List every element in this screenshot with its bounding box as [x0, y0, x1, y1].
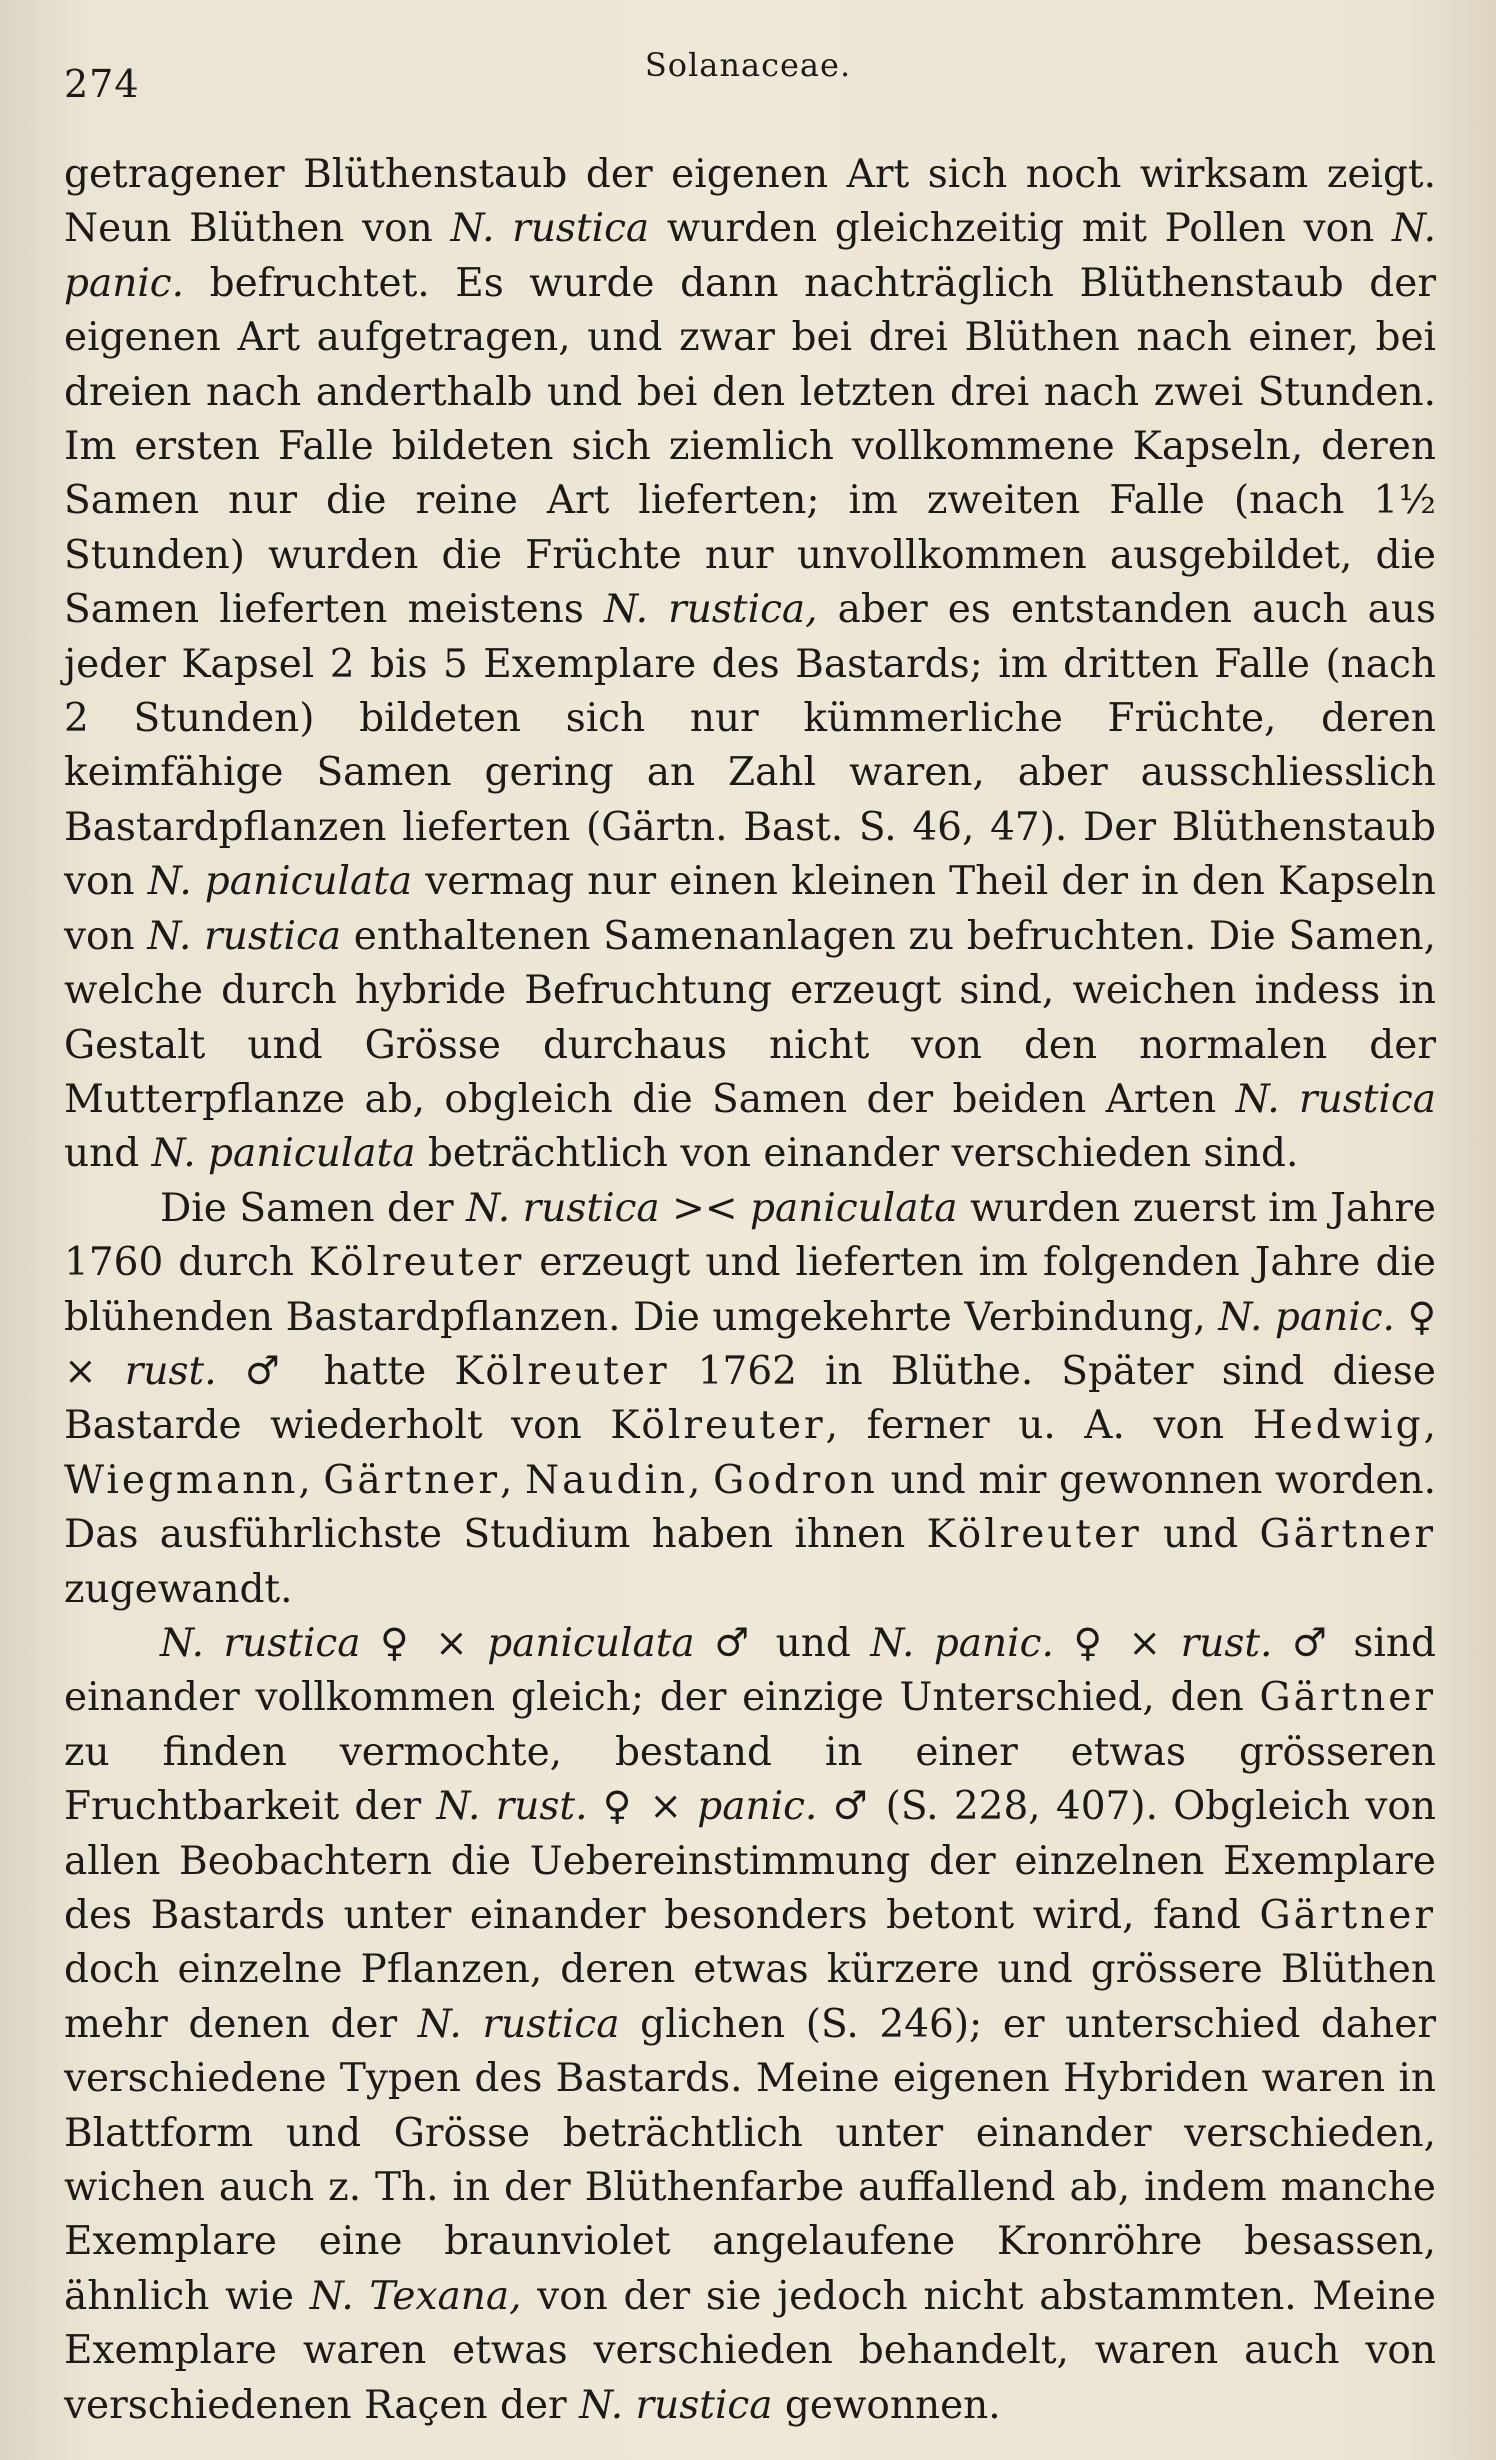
italic-text: paniculata [750, 1185, 958, 1231]
spaced-name: Wiegmann [64, 1457, 299, 1503]
italic-text: N. paniculata [147, 859, 413, 905]
text-run: und mir gewonnen worden. Das ausführlichste Studium haben ihnen [64, 1457, 1437, 1558]
text-run: , [688, 1457, 714, 1503]
text-run: enthaltenen Samenanlagen zu befruchten. Die Samen, welche durch hybride Befruchtung erzeugt sind, weichen indess in Gestalt und Grösse durchaus nicht von den normalen der Mutterpflanze ab, obgleich die Samen der beiden Arten [64, 913, 1436, 1122]
running-head: Solanaceae. [644, 46, 852, 84]
text-run: und [1141, 1512, 1260, 1558]
text-run: Die Samen der [160, 1185, 467, 1231]
text-run: , [499, 1457, 525, 1503]
spaced-name: Godron [713, 1457, 878, 1503]
text-run: erzeugt und lieferten im folgenden Jahre die blühenden Bastardpflanzen. Die umgekehrte Verbindung, [64, 1240, 1436, 1340]
italic-text: N. rustica [147, 913, 342, 959]
italic-text: N. rustica [450, 206, 650, 252]
spaced-name: Gärtner [1259, 1675, 1436, 1721]
text-run: und [64, 1131, 152, 1177]
spaced-name: Gärtner [323, 1457, 500, 1503]
text-run: beträchtlich von einander verschieden sind. [415, 1131, 1299, 1177]
text-run: ♂ (S. 228, 407). Obgleich von allen Beobachtern die Uebereinstimmung der einzelnen Exemplare des Bastards unter einander besonders betont wird, fand [64, 1784, 1436, 1938]
text-run: 1762 in Blüthe. Später sind diese Bastarde wiederholt von [64, 1348, 1436, 1449]
text-run: , [298, 1457, 324, 1503]
text-run: ♀ × [1053, 1620, 1181, 1666]
spaced-name: Hedwig [1252, 1403, 1424, 1449]
italic-text: N. rustica [160, 1620, 361, 1666]
italic-text: paniculata [487, 1620, 695, 1666]
page-number: 274 [64, 62, 140, 106]
italic-text: N. rustica [1235, 1076, 1436, 1122]
spaced-name: Kölreuter [308, 1240, 525, 1286]
spaced-name: Kölreuter [610, 1403, 826, 1449]
text-run: ♀ × [64, 1294, 1436, 1394]
italic-text: N. panic. [870, 1620, 1054, 1666]
text-run: getragener Blüthenstaub der eigenen Art sich noch wirksam zeigt. Neun Blüthen von [64, 152, 1436, 252]
italic-text: N. paniculata [151, 1131, 416, 1177]
italic-text: N. panic. [1218, 1294, 1395, 1340]
text-run: , ferner u. A. von [825, 1403, 1253, 1449]
text-run: gewonnen. [772, 2382, 1001, 2428]
italic-text: rust. [1180, 1620, 1273, 1666]
italic-text: N. rustica, [604, 587, 818, 633]
text-run: ♀ × [587, 1784, 698, 1830]
text-run: , [1423, 1403, 1436, 1449]
italic-text: N. rustica [417, 2001, 620, 2047]
text-run: ♂ und [694, 1620, 871, 1666]
text-run: ♂ sind einander vollkommen gleich; der einzige Unterschied, den [64, 1620, 1436, 1721]
text-run: ♂ hatte [216, 1348, 455, 1394]
text-run: doch einzelne Pflanzen, deren etwas kürzere und grössere Blüthen mehr denen der [64, 1947, 1436, 2047]
italic-text: panic. [697, 1784, 818, 1830]
text-run: befruchtet. Es wurde dann nachträglich Blüthenstaub der eigenen Art aufgetragen, und zwar bei drei Blüthen nach einer, bei dreien nach anderthalb und bei den letzten drei nach zwei Stunden. Im ersten Falle bildeten sich ziemlich vollkommene Kapseln, deren Samen nur die reine Art lieferten; im zweiten Falle (nach 1½ Stunden) wurden die Früchte nur unvollkommen ausgebildet, die Samen lieferten meistens [64, 260, 1436, 633]
text-run: wurden gleichzeitig mit Pollen von [649, 206, 1392, 252]
text-run: aber es entstanden auch aus jeder Kapsel 2 bis 5 Exemplare des Bastards; im dritten Falle (nach 2 Stunden) bildeten sich nur kümmerliche Früchte, deren keimfähige Samen gering an Zahl waren, aber ausschliesslich Bastardpflanzen lieferten (Gärtn. Bast. S. 46, 47). Der Blüthenstaub von [64, 587, 1436, 905]
italic-text: N. Texana, [309, 2273, 522, 2319]
body-text [64, 148, 1436, 2433]
text-run: vermag nur einen kleinen Theil der in den Kapseln von [64, 859, 1436, 959]
spaced-name: Gärtner [1259, 1893, 1436, 1938]
spaced-name: Kölreuter [926, 1512, 1142, 1558]
italic-text: rust. [124, 1348, 217, 1394]
spaced-name: Gärtner [1259, 1512, 1437, 1558]
paragraph-1 [64, 148, 1436, 1182]
spaced-name: Kölreuter [454, 1348, 670, 1394]
text-run: wurden zuerst im Jahre 1760 durch [64, 1185, 1436, 1286]
italic-text: N. rustica [579, 2382, 773, 2428]
text-run: von der sie jedoch nicht abstammten. Meine Exemplare waren etwas verschieden behandelt, waren auch von verschiedenen Raçen der [64, 2273, 1436, 2428]
italic-text: N. panic. [64, 206, 1436, 306]
spaced-name: Naudin [524, 1457, 689, 1503]
text-run: >< [659, 1185, 751, 1231]
paragraph-2 [64, 1182, 1436, 1617]
page-header [0, 40, 1496, 106]
text-run: zu finden vermochte, bestand in einer etwas grösseren Fruchtbarkeit der [64, 1729, 1436, 1830]
italic-text: N. rust. [436, 1784, 588, 1830]
text-run: glichen (S. 246); er unterschied daher verschiedene Typen des Bastards. Meine eigenen Hybriden waren in Blattform und Grösse beträchtlich unter einander verschieden, wichen auch z. Th. in der Blüthenfarbe auffallend ab, indem manche Exemplare eine braunviolet angelaufene Kronröhre besassen, ähnlich wie [64, 2001, 1436, 2319]
text-run: ♀ × [360, 1620, 488, 1666]
paragraph-3 [64, 1617, 1436, 2433]
text-run: zugewandt. [64, 1566, 293, 1612]
italic-text: N. rustica [466, 1185, 660, 1231]
